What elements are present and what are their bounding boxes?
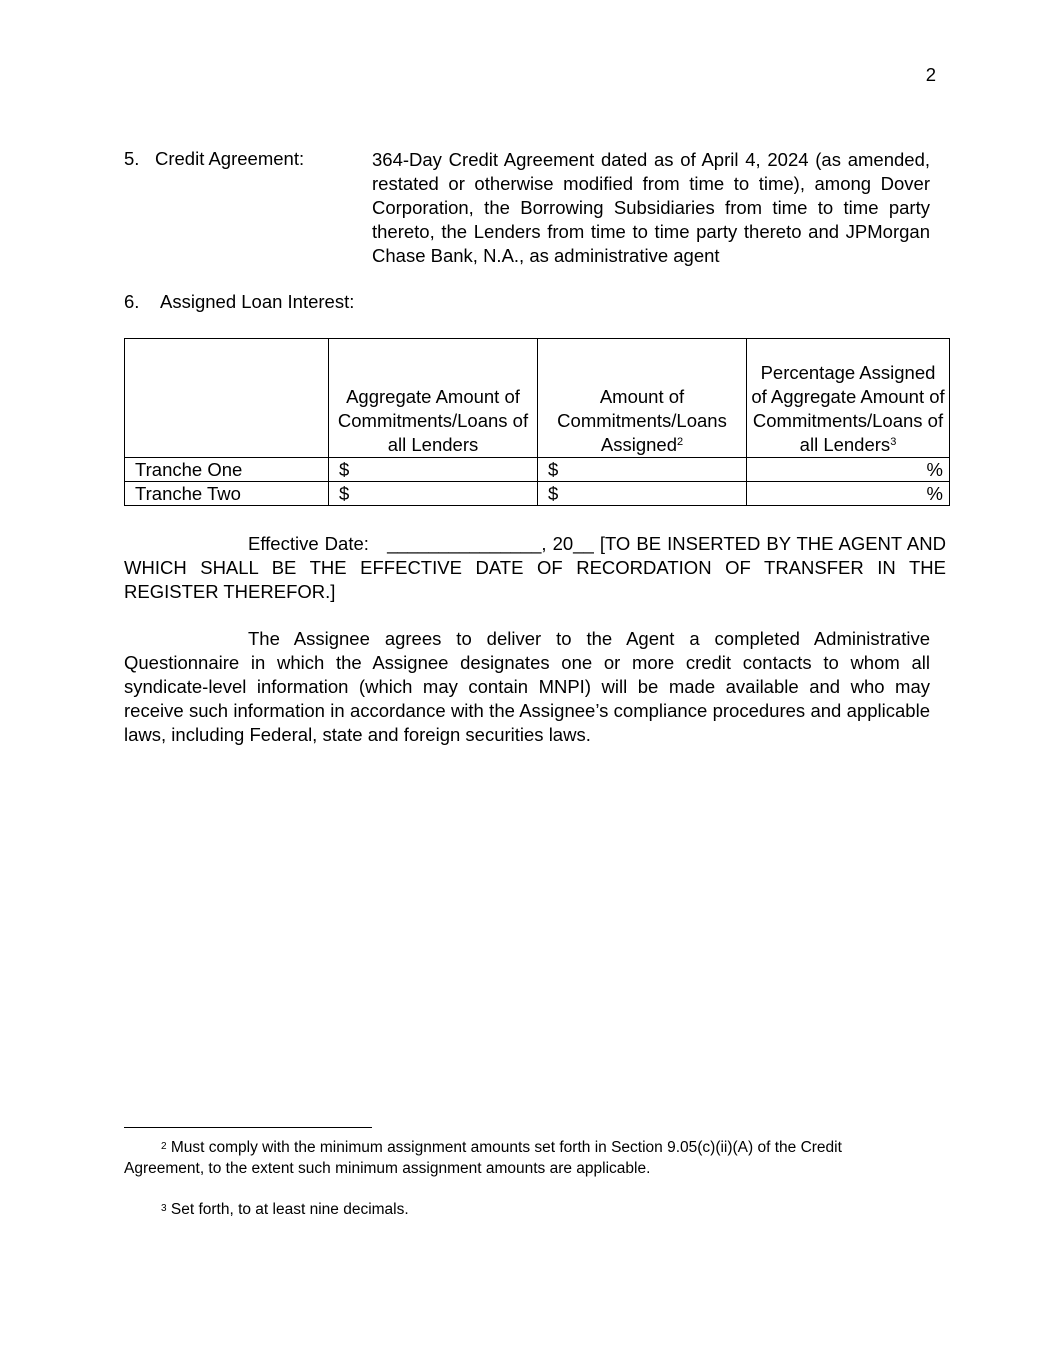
assigned-amount-cell: $ <box>538 458 747 482</box>
table-header-aggregate <box>329 339 538 458</box>
effective-date-blank: _______________, 20__ <box>387 533 594 554</box>
footnote-2-text: Must comply with the minimum assignment amounts set forth in Section 9.05(c)(ii)(A) of the Credit Agreement, to the extent such minimum assignment amounts are applicable. <box>124 1139 842 1177</box>
effective-date-label: Effective Date: <box>248 533 369 554</box>
footnote-3-text: Set forth, to at least nine decimals. <box>170 1201 409 1218</box>
percentage-cell: % <box>747 482 950 506</box>
item-6-label: Assigned Loan Interest: <box>160 291 355 312</box>
table-header-tranche <box>125 339 329 458</box>
table-header-assigned-text: Amount of Commitments/Loans Assigned <box>557 386 727 456</box>
tranche-name: Tranche One <box>125 458 329 482</box>
aggregate-amount-cell: $ <box>329 482 538 506</box>
effective-date-instruction: [TO BE INSERTED BY THE AGENT AND WHICH SHALL BE THE EFFECTIVE DATE OF RECORDATION OF TRANSFER IN THE REGISTER THEREFOR.] <box>124 533 946 602</box>
aggregate-amount-cell: $ <box>329 458 538 482</box>
table-header-percentage-text: Percentage Assigned of Aggregate Amount of Commitments/Loans of all Lenders <box>751 362 945 456</box>
table-header-percentage <box>747 339 950 458</box>
footnote-ref-3: 3 <box>890 436 897 449</box>
footnote-2-mark: 2 <box>161 1141 167 1152</box>
table-row <box>125 458 950 482</box>
credit-agreement-description: 364-Day Credit Agreement dated as of April 4, 2024 (as amended, restated or otherwise modified from time to time), among Dover Corporation, the Borrowing Subsidiaries from time to time party thereto, the Lenders from time to time party thereto and JPMorgan Chase Bank, N.A., as administrative agent <box>372 149 930 266</box>
footnote-3 <box>124 1199 884 1220</box>
percentage-cell: % <box>747 458 950 482</box>
assignee-paragraph: The Assignee agrees to deliver to the Agent a completed Administrative Questionnaire in which the Assignee designates one or more credit contacts to whom all syndicate-level information (which may contain MNPI) will be made available and who may receive such information in accordance with the Assignee’s compliance procedures and applicable laws, including Federal, state and foreign securities laws. <box>124 628 930 745</box>
item-5-label: Credit Agreement: <box>155 148 305 169</box>
item-5-number: 5. <box>124 148 140 169</box>
footnote-ref-2: 2 <box>676 436 684 449</box>
page-number: 2 <box>925 64 936 85</box>
assigned-loan-interest-table <box>124 338 950 506</box>
effective-date-paragraph <box>124 532 946 604</box>
table-row <box>125 482 950 506</box>
table-header-aggregate-text: Aggregate Amount of Commitments/Loans of all Lenders <box>337 386 529 456</box>
tranche-name: Tranche Two <box>125 482 329 506</box>
footnote-2 <box>124 1137 884 1179</box>
item-6-number: 6. <box>124 291 140 312</box>
table-header-row <box>125 339 950 458</box>
table-header-assigned <box>538 339 747 458</box>
assigned-amount-cell: $ <box>538 482 747 506</box>
footnote-3-mark: 3 <box>161 1203 167 1214</box>
footnote-separator <box>124 1127 372 1128</box>
